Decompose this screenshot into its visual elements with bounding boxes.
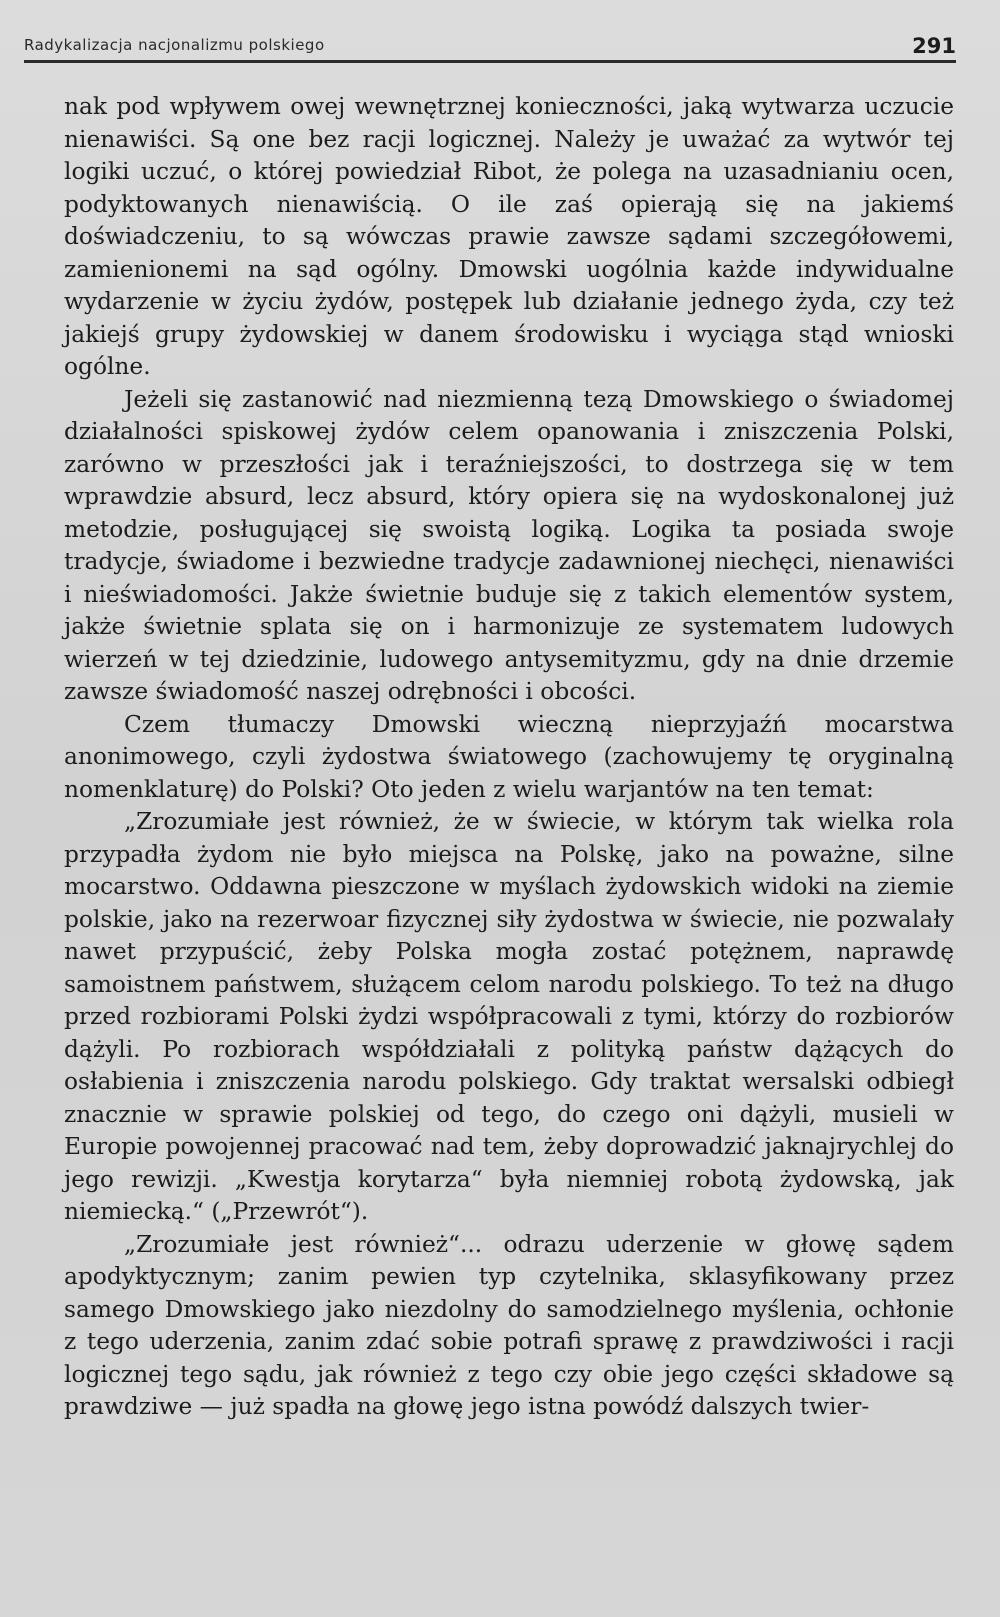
page-body bbox=[64, 91, 954, 1424]
paragraph: Czem tłumaczy Dmowski wieczną nieprzyjaźń mocarstwa anonimowego, czyli żydostwa światowego (zachowujemy tę oryginalną nomenklaturę) do Polski? Oto jeden z wielu warjantów na ten temat: bbox=[64, 710, 954, 803]
paragraph: „Zrozumiałe jest również“... odrazu uderzenie w głowę sądem apodyktycznym; zanim pewien typ czytelnika, sklasyfikowany przez samego Dmowskiego jako niezdolny do samodzielnego myślenia, ochłonie z tego uderzenia, zanim zdać sobie potrafi sprawę z prawdziwości i racji logicznej tego sądu, jak również z tego czy obie jego części składowe są prawdziwe — już spadła na głowę jego istna powódź dalszych twier- bbox=[64, 1230, 954, 1420]
running-head bbox=[24, 14, 956, 63]
paragraph: Jeżeli się zastanowić nad niezmienną tezą Dmowskiego o świadomej działalności spiskowej żydów celem opanowania i zniszczenia Polski, zarówno w przeszłości jak i teraźniejszości, to dostrzega się w tem wprawdzie absurd, lecz absurd, który opiera się na wydoskonalonej już metodzie, posługującej się swoistą logiką. Logika ta posiada swoje tradycje, świadome i bezwiedne tradycje zadawnionej niechęci, nienawiści i nieświadomości. Jakże świetnie buduje się z takich elementów system, jakże świetnie splata się on i harmonizuje ze systematem ludowych wierzeń w tej dziedzinie, ludowego antysemityzmu, gdy na dnie drzemie zawsze świadomość naszej odrębności i obcości. bbox=[64, 385, 954, 705]
running-title: Radykalizacja nacjonalizmu polskiego bbox=[24, 36, 325, 54]
paragraph-continuation: nak pod wpływem owej wewnętrznej konieczności, jaką wytwarza uczucie nienawiści. Są one bez racji logicznej. Należy je uważać za wytwór tej logiki uczuć, o której powiedział Ribot, że polega na uzasadnianiu ocen, podyktowanych nienawiścią. O ile zaś opierają się na jakiemś doświadczeniu, to są wówczas prawie zawsze sądami szczegółowemi, zamienionemi na sąd ogólny. Dmowski uogólnia każde indywidualne wydarzenie w życiu żydów, postępek lub działanie jednego żyda, czy też jakiejś grupy żydowskiej w danem środowisku i wyciąga stąd wnioski ogólne. bbox=[64, 93, 954, 380]
quoted-paragraph: „Zrozumiałe jest również, że w świecie, w którym tak wielka rola przypadła żydom nie było miejsca na Polskę, jako na poważne, silne mocarstwo. Oddawna pieszczone w myślach żydowskich widoki na ziemie polskie, jako na rezerwoar fizycznej siły żydostwa w świecie, nie pozwalały nawet przypuścić, żeby Polska mogła zostać potężnem, naprawdę samoistnem państwem, służącem celom narodu polskiego. To też na długo przed rozbiorami Polski żydzi współpracowali z tymi, którzy do rozbiorów dążyli. Po rozbiorach współdziałali z polityką państw dążących do osłabienia i zniszczenia narodu polskiego. Gdy traktat wersalski odbiegł znacznie w sprawie polskiej od tego, do czego oni dążyli, musieli w Europie powojennej pracować nad tem, żeby doprowadzić jaknajrychlej do jego rewizji. „Kwestja korytarza“ była niemniej robotą żydowską, jak niemiecką.“ („Przewrót“). bbox=[64, 808, 954, 1225]
page-number: 291 bbox=[912, 34, 956, 58]
